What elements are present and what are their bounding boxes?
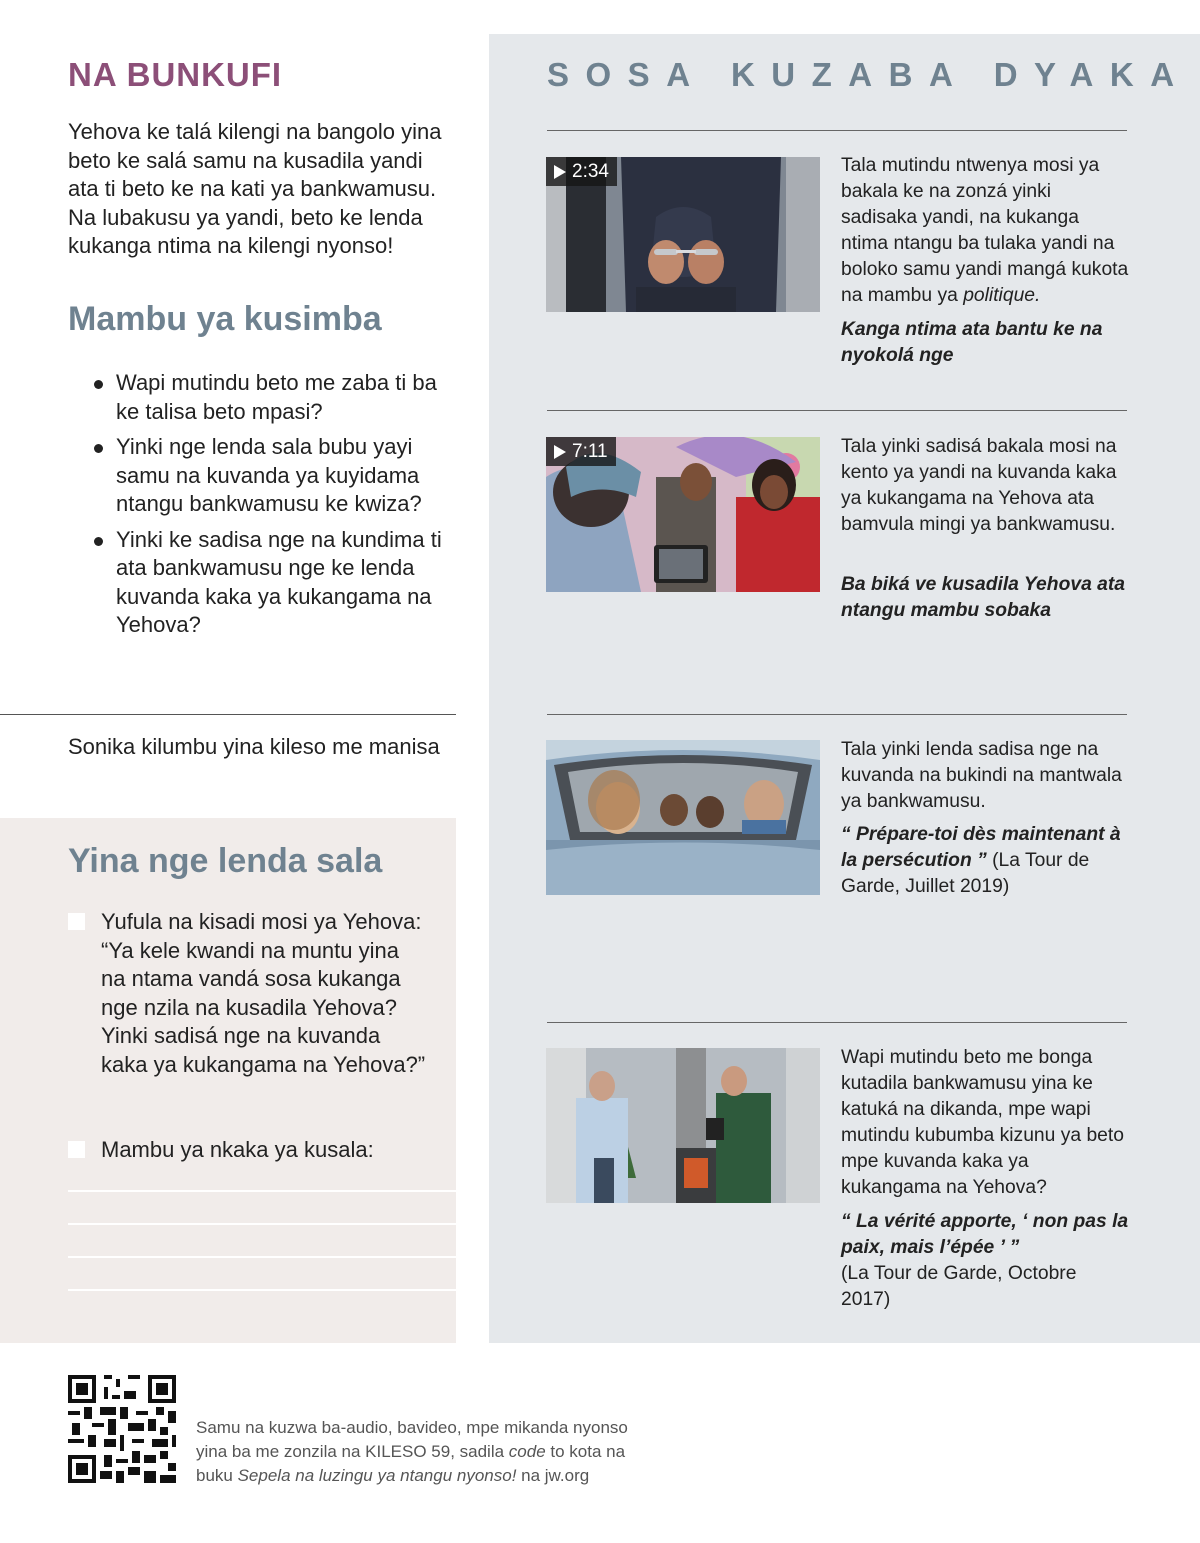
play-icon: [554, 165, 566, 179]
article-thumbnail[interactable]: [546, 1048, 820, 1203]
video-description: Tala yinki sadisá bakala mosi na kento ya yandi na kuvanda kaka ya kukangama na Yehova ata bamvula mingi ya bankwamusu.: [841, 436, 1117, 535]
bullet-icon: [94, 537, 103, 546]
family-in-car-image: [546, 740, 820, 895]
writing-line[interactable]: [68, 1190, 456, 1192]
completion-date-note: Sonika kilumbu yina kileso me manisa: [68, 734, 440, 759]
goal-item: Yufula na kisadi mosi ya Yehova: “Ya kele kwandi na muntu yina na ntama vandá sosa kukanga nge nzila na kusadila Yehova? Yinki sadisá nge na kuvanda kaka ya kukangama na Yehova?”: [68, 908, 428, 1079]
video-title-link[interactable]: Ba biká ve kusadila Yehova ata ntangu mambu sobaka: [841, 574, 1126, 621]
article-link[interactable]: “ La vérité apporte, ‘ non pas la paix, mais l’épée ’ ” (La Tour de Garde, Octobre 2017): [841, 1211, 1129, 1310]
lesson-conclusion-title: NA BUNKUFI: [68, 56, 283, 93]
qr-code-icon[interactable]: [68, 1375, 176, 1483]
review-question: Yinki ke sadisa nge na kundima ti ata bankwamusu nge ke lenda kuvanda kaka ya kukangama na Yehova?: [90, 526, 460, 640]
review-heading: Mambu ya kusimba: [68, 300, 382, 338]
review-question: Yinki nge lenda sala bubu yayi samu na kuvanda ya kuyidama ntangu bankwamusu ke kwiza?: [90, 433, 460, 519]
article-description: Wapi mutindu beto me bonga kutadila bankwamusu yina ke katuká na dikanda, mpe wapi mutindu kubumba kizunu ya beto mpe kuvanda kaka ya kukangama na Yehova?: [841, 1047, 1124, 1198]
writing-line[interactable]: [68, 1289, 456, 1291]
checkbox[interactable]: [68, 1141, 85, 1158]
video-duration-badge: 2:34: [546, 157, 617, 186]
review-questions: [90, 369, 460, 647]
article-link[interactable]: “ Prépare-toi dès maintenant à la persécution ” (La Tour de Garde, Juillet 2019): [841, 824, 1121, 897]
family-discussion-image: [546, 1048, 820, 1203]
writing-line[interactable]: [68, 1256, 456, 1258]
article-description: Tala yinki lenda sadisa nge na kuvanda na bukindi na mantwala ya bankwamusu.: [841, 739, 1122, 812]
explore-title: SOSA KUZABA DYAKA: [547, 56, 1191, 93]
checkbox[interactable]: [68, 913, 85, 930]
video-thumbnail[interactable]: [546, 157, 820, 312]
goals-box: [0, 818, 456, 1343]
bullet-icon: [94, 380, 103, 389]
goals-heading: Yina nge lenda sala: [68, 842, 383, 880]
video-duration-badge: 7:11: [546, 437, 616, 466]
bullet-icon: [94, 444, 103, 453]
footer-note: Samu na kuzwa ba-audio, bavideo, mpe mikanda nyonso yina ba me zonzila na KILESO 59, sadila code to kota na buku Sepela na luzingu ya ntangu nyonso! na jw.org: [196, 1418, 628, 1485]
goal-item: Mambu ya nkaka ya kusala:: [68, 1136, 428, 1165]
section-divider: [547, 1022, 1127, 1023]
section-divider: [547, 410, 1127, 411]
play-icon: [554, 445, 566, 459]
section-divider: [547, 130, 1127, 131]
section-divider: [0, 714, 456, 715]
section-divider: [547, 714, 1127, 715]
writing-line[interactable]: [68, 1223, 456, 1225]
review-question: Wapi mutindu beto me zaba ti ba ke talisa beto mpasi?: [90, 369, 460, 426]
conclusion-paragraph: Yehova ke talá kilengi na bangolo yina beto ke salá samu na kusadila yandi ata ti beto ke na kati ya bankwamusu. Na lubakusu ya yandi, beto ke lenda kukanga ntima na kilengi nyonso!: [68, 119, 442, 258]
video-title-link[interactable]: Kanga ntima ata bantu ke na nyokolá nge: [841, 319, 1103, 366]
video-description: Tala mutindu ntwenya mosi ya bakala ke na zonzá yinki sadisaka yandi, na kukanga ntima ntangu ba tulaka yandi na boloko samu yandi mangá kukota na mambu ya politique.: [841, 155, 1129, 306]
video-thumbnail[interactable]: [546, 437, 820, 592]
article-thumbnail[interactable]: [546, 740, 820, 895]
